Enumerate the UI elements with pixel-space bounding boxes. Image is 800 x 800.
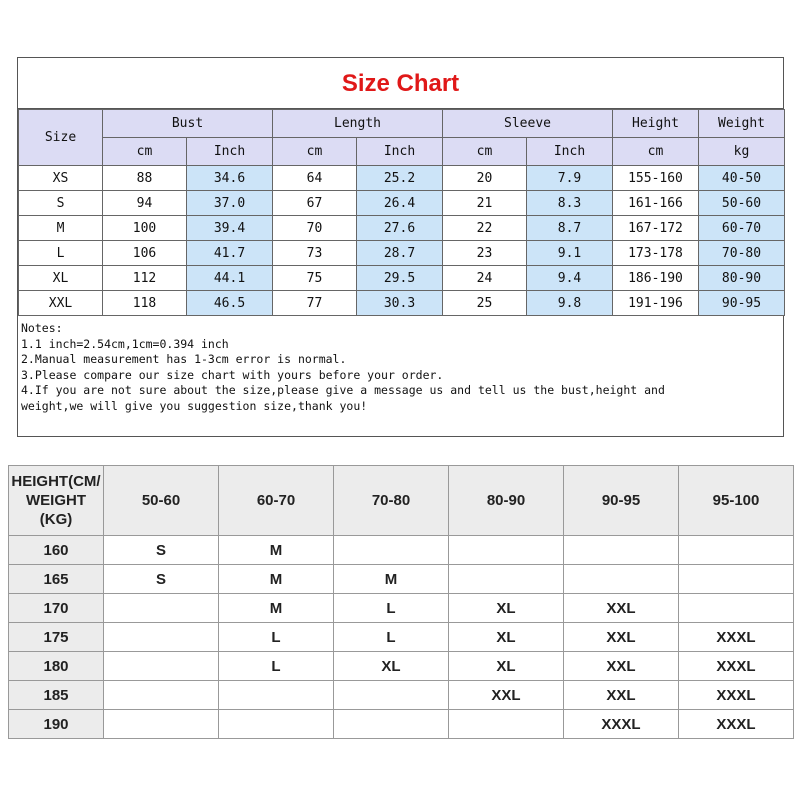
cell-size: XS <box>19 166 103 191</box>
recommended-size-cell <box>334 536 449 565</box>
height-label: 165 <box>9 565 104 594</box>
recommended-size-cell: L <box>219 623 334 652</box>
weight-range-header: 80-90 <box>449 466 564 536</box>
weight-range-header: 90-95 <box>564 466 679 536</box>
cell-sleeve-in: 7.9 <box>527 166 613 191</box>
header-bust: Bust <box>103 110 273 138</box>
recommended-size-cell: XXXL <box>564 710 679 739</box>
cell-weight: 90-95 <box>699 291 785 316</box>
cell-size: XL <box>19 266 103 291</box>
recommended-size-cell: XL <box>449 652 564 681</box>
unit-header: cm <box>103 138 187 166</box>
recommended-size-cell: L <box>334 594 449 623</box>
cell-bust-cm: 94 <box>103 191 187 216</box>
recommended-size-cell: XXXL <box>679 652 794 681</box>
header-height: Height <box>613 110 699 138</box>
recommended-size-cell <box>679 565 794 594</box>
recommended-size-cell: XXL <box>564 652 679 681</box>
notes-label: Notes: <box>21 321 63 335</box>
recommendation-row <box>9 681 794 710</box>
size-row <box>19 166 785 191</box>
size-chart-body <box>19 166 785 316</box>
notes <box>18 316 783 420</box>
cell-length-in: 25.2 <box>357 166 443 191</box>
cell-bust-cm: 88 <box>103 166 187 191</box>
cell-size: M <box>19 216 103 241</box>
cell-length-in: 29.5 <box>357 266 443 291</box>
cell-length-cm: 73 <box>273 241 357 266</box>
cell-sleeve-in: 9.4 <box>527 266 613 291</box>
unit-header: cm <box>273 138 357 166</box>
size-recommendation-table <box>8 465 794 739</box>
recommended-size-cell <box>679 536 794 565</box>
note-line: 2.Manual measurement has 1-3cm error is normal. <box>21 352 347 367</box>
size-chart-title: Size Chart <box>18 58 783 109</box>
recommendation-body <box>9 466 794 739</box>
recommendation-row <box>9 652 794 681</box>
recommended-size-cell: L <box>219 652 334 681</box>
recommended-size-cell <box>449 565 564 594</box>
weight-range-header: 50-60 <box>104 466 219 536</box>
cell-length-cm: 67 <box>273 191 357 216</box>
recommended-size-cell: XXL <box>449 681 564 710</box>
cell-weight: 40-50 <box>699 166 785 191</box>
recommended-size-cell <box>219 710 334 739</box>
cell-height: 173-178 <box>613 241 699 266</box>
unit-header: Inch <box>357 138 443 166</box>
recommended-size-cell <box>334 681 449 710</box>
cell-bust-cm: 106 <box>103 241 187 266</box>
note-line: weight,we will give you suggestion size,thank you! <box>21 398 368 413</box>
note-line: 1.1 inch=2.54cm,1cm=0.394 inch <box>21 336 229 351</box>
cell-weight: 50-60 <box>699 191 785 216</box>
size-row <box>19 216 785 241</box>
recommendation-row <box>9 565 794 594</box>
height-label: 160 <box>9 536 104 565</box>
header-length: Length <box>273 110 443 138</box>
recommended-size-cell <box>104 652 219 681</box>
size-row <box>19 291 785 316</box>
cell-height: 155-160 <box>613 166 699 191</box>
size-row <box>19 191 785 216</box>
recommended-size-cell <box>679 594 794 623</box>
corner-label-line: WEIGHT <box>26 492 86 509</box>
header-sleeve: Sleeve <box>443 110 613 138</box>
recommended-size-cell <box>104 623 219 652</box>
size-row <box>19 266 785 291</box>
cell-length-cm: 77 <box>273 291 357 316</box>
recommended-size-cell <box>219 681 334 710</box>
recommended-size-cell: XXXL <box>679 681 794 710</box>
cell-sleeve-cm: 23 <box>443 241 527 266</box>
corner-label-line: HEIGHT(CM/ <box>11 473 101 490</box>
cell-sleeve-cm: 24 <box>443 266 527 291</box>
recommended-size-cell: XL <box>449 623 564 652</box>
cell-height: 161-166 <box>613 191 699 216</box>
cell-bust-in: 44.1 <box>187 266 273 291</box>
height-label: 190 <box>9 710 104 739</box>
recommended-size-cell <box>564 536 679 565</box>
cell-length-in: 30.3 <box>357 291 443 316</box>
cell-bust-in: 34.6 <box>187 166 273 191</box>
unit-header: cm <box>443 138 527 166</box>
cell-sleeve-in: 9.8 <box>527 291 613 316</box>
recommended-size-cell: XL <box>334 652 449 681</box>
cell-length-in: 27.6 <box>357 216 443 241</box>
size-chart-panel <box>17 57 784 437</box>
height-label: 175 <box>9 623 104 652</box>
recommended-size-cell <box>564 565 679 594</box>
recommended-size-cell: M <box>219 536 334 565</box>
size-row <box>19 241 785 266</box>
unit-header: kg <box>699 138 785 166</box>
recommendation-header-row <box>9 466 794 536</box>
recommendation-row <box>9 536 794 565</box>
cell-weight: 60-70 <box>699 216 785 241</box>
height-label: 185 <box>9 681 104 710</box>
weight-range-header: 70-80 <box>334 466 449 536</box>
weight-range-header: 95-100 <box>679 466 794 536</box>
header-weight: Weight <box>699 110 785 138</box>
cell-height: 186-190 <box>613 266 699 291</box>
cell-size: L <box>19 241 103 266</box>
cell-bust-cm: 112 <box>103 266 187 291</box>
cell-height: 167-172 <box>613 216 699 241</box>
cell-length-cm: 70 <box>273 216 357 241</box>
header-size: Size <box>19 110 103 166</box>
cell-size: XXL <box>19 291 103 316</box>
cell-length-in: 28.7 <box>357 241 443 266</box>
recommended-size-cell: S <box>104 536 219 565</box>
recommended-size-cell: XXL <box>564 623 679 652</box>
cell-sleeve-cm: 22 <box>443 216 527 241</box>
recommendation-row <box>9 594 794 623</box>
cell-weight: 70-80 <box>699 241 785 266</box>
cell-length-cm: 75 <box>273 266 357 291</box>
recommendation-row <box>9 710 794 739</box>
recommended-size-cell: S <box>104 565 219 594</box>
cell-bust-cm: 118 <box>103 291 187 316</box>
recommended-size-cell: XXL <box>564 594 679 623</box>
cell-sleeve-in: 8.7 <box>527 216 613 241</box>
recommended-size-cell <box>104 710 219 739</box>
recommended-size-cell: XL <box>449 594 564 623</box>
cell-length-cm: 64 <box>273 166 357 191</box>
cell-weight: 80-90 <box>699 266 785 291</box>
cell-sleeve-cm: 21 <box>443 191 527 216</box>
cell-sleeve-cm: 20 <box>443 166 527 191</box>
note-line: 4.If you are not sure about the size,please give a message us and tell us the bust,height and <box>21 383 665 398</box>
recommended-size-cell: M <box>219 594 334 623</box>
recommended-size-cell: XXXL <box>679 710 794 739</box>
unit-header: Inch <box>187 138 273 166</box>
weight-range-header: 60-70 <box>219 466 334 536</box>
recommended-size-cell: XXXL <box>679 623 794 652</box>
size-chart-table <box>18 109 785 316</box>
cell-bust-in: 37.0 <box>187 191 273 216</box>
recommended-size-cell <box>104 594 219 623</box>
recommended-size-cell: XXL <box>564 681 679 710</box>
unit-header: cm <box>613 138 699 166</box>
corner-label-line: (KG) <box>39 511 73 528</box>
cell-bust-in: 39.4 <box>187 216 273 241</box>
recommended-size-cell: M <box>334 565 449 594</box>
cell-sleeve-in: 8.3 <box>527 191 613 216</box>
height-label: 170 <box>9 594 104 623</box>
recommended-size-cell <box>334 710 449 739</box>
cell-bust-in: 41.7 <box>187 241 273 266</box>
cell-height: 191-196 <box>613 291 699 316</box>
height-weight-corner-label <box>9 466 104 536</box>
cell-length-in: 26.4 <box>357 191 443 216</box>
cell-bust-in: 46.5 <box>187 291 273 316</box>
unit-header: Inch <box>527 138 613 166</box>
recommended-size-cell <box>104 681 219 710</box>
recommended-size-cell: L <box>334 623 449 652</box>
recommendation-row <box>9 623 794 652</box>
recommended-size-cell <box>449 536 564 565</box>
recommended-size-cell: M <box>219 565 334 594</box>
recommended-size-cell <box>449 710 564 739</box>
cell-sleeve-in: 9.1 <box>527 241 613 266</box>
height-label: 180 <box>9 652 104 681</box>
cell-sleeve-cm: 25 <box>443 291 527 316</box>
cell-bust-cm: 100 <box>103 216 187 241</box>
cell-size: S <box>19 191 103 216</box>
note-line: 3.Please compare our size chart with yours before your order. <box>21 367 444 382</box>
